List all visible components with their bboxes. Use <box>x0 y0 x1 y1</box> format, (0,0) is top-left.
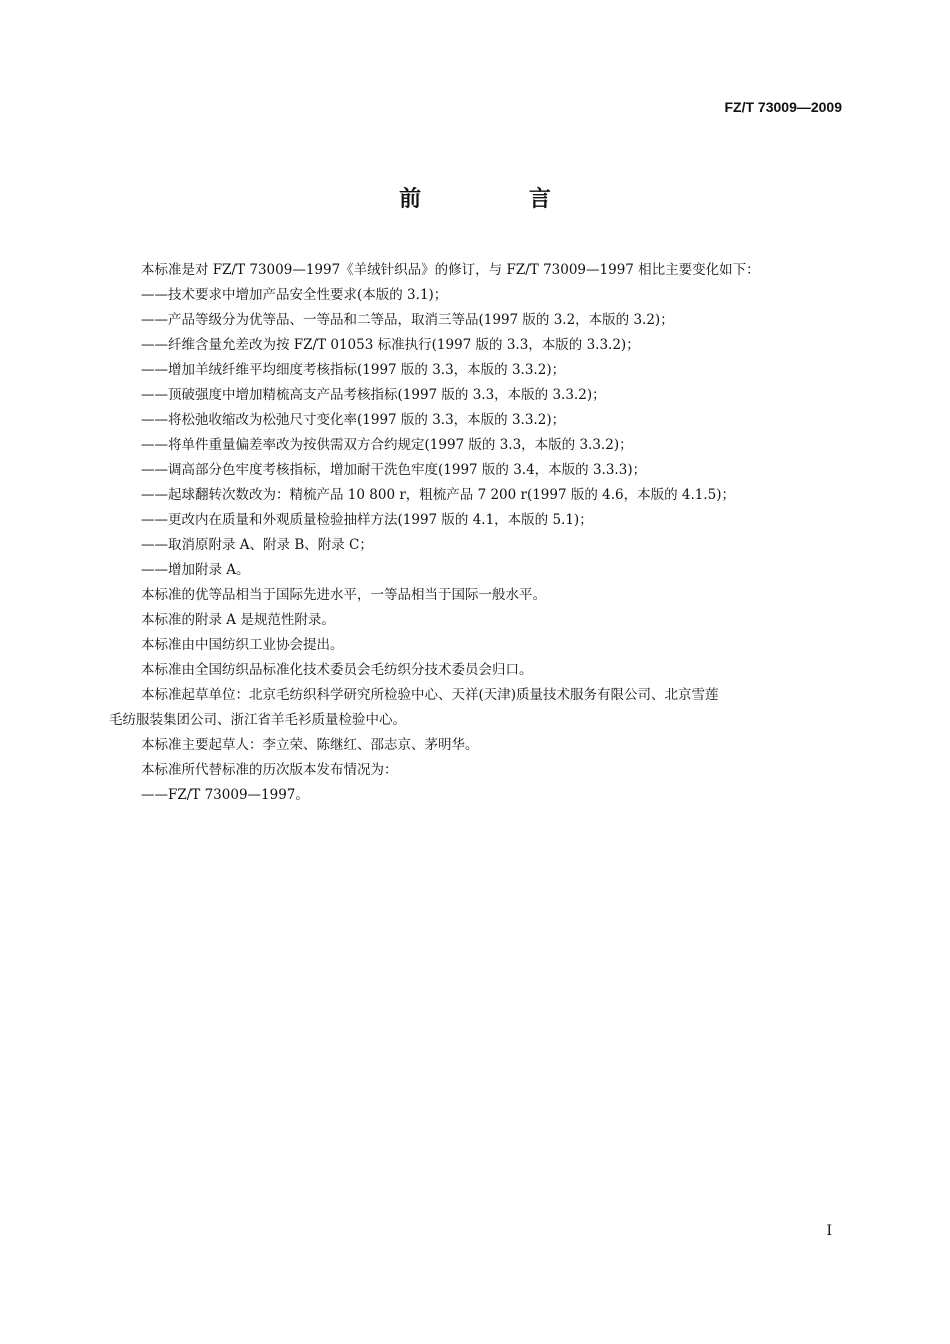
change-item: ——更改内在质量和外观质量检验抽样方法(1997 版的 4.1，本版的 5.1)； <box>141 512 593 528</box>
intro-paragraph: 本标准是对 FZ/T 73009—1997《羊绒针织品》的修订，与 FZ/T 73009—1997 相比主要变化如下： <box>141 262 760 278</box>
page-number: I <box>826 1223 832 1239</box>
history-item: ——FZ/T 73009—1997。 <box>141 787 309 803</box>
change-item: ——顶破强度中增加精梳高支产品考核指标(1997 版的 3.3，本版的 3.3.2)； <box>141 387 606 403</box>
change-item: ——起球翻转次数改为：精梳产品 10 800 r，粗梳产品 7 200 r(1997 版的 4.6，本版的 4.1.5)； <box>141 487 736 503</box>
proposed-paragraph: 本标准由中国纺织工业协会提出。 <box>141 637 344 653</box>
change-item: ——将单件重量偏差率改为按供需双方合约规定(1997 版的 3.3，本版的 3.3.2)； <box>141 437 633 453</box>
change-item: ——取消原附录 A、附录 B、附录 C； <box>141 537 373 553</box>
standard-code: FZ/T 73009—2009 <box>724 99 842 115</box>
change-item: ——增加附录 A。 <box>141 562 250 578</box>
drafting-units-line-1: 本标准起草单位：北京毛纺织科学研究所检验中心、天祥(天津)质量技术服务有限公司、北京雪莲 <box>141 687 719 703</box>
change-item: ——增加羊绒纤维平均细度考核指标(1997 版的 3.3，本版的 3.3.2)； <box>141 362 566 378</box>
document-body <box>109 258 845 808</box>
level-paragraph: 本标准的优等品相当于国际先进水平，一等品相当于国际一般水平。 <box>141 587 546 603</box>
change-item: ——技术要求中增加产品安全性要求(本版的 3.1)； <box>141 287 448 303</box>
annex-paragraph: 本标准的附录 A 是规范性附录。 <box>141 612 335 628</box>
centralized-paragraph: 本标准由全国纺织品标准化技术委员会毛纺织分技术委员会归口。 <box>141 662 533 678</box>
drafters-paragraph: 本标准主要起草人：李立荣、陈继红、邵志京、茅明华。 <box>141 737 479 753</box>
change-item: ——调高部分色牢度考核指标，增加耐干洗色牢度(1997 版的 3.4，本版的 3.3.3)； <box>141 462 647 478</box>
page-title: 前 言 <box>399 187 601 212</box>
history-intro: 本标准所代替标准的历次版本发布情况为： <box>141 762 398 778</box>
change-item: ——产品等级分为优等品、一等品和二等品，取消三等品(1997 版的 3.2，本版的 3.2)； <box>141 312 674 328</box>
change-item: ——纤维含量允差改为按 FZ/T 01053 标准执行(1997 版的 3.3，本版的 3.3.2)； <box>141 337 640 353</box>
drafting-units-line-2: 毛纺服装集团公司、浙江省羊毛衫质量检验中心。 <box>109 712 406 728</box>
change-item: ——将松弛收缩改为松弛尺寸变化率(1997 版的 3.3，本版的 3.3.2)； <box>141 412 566 428</box>
